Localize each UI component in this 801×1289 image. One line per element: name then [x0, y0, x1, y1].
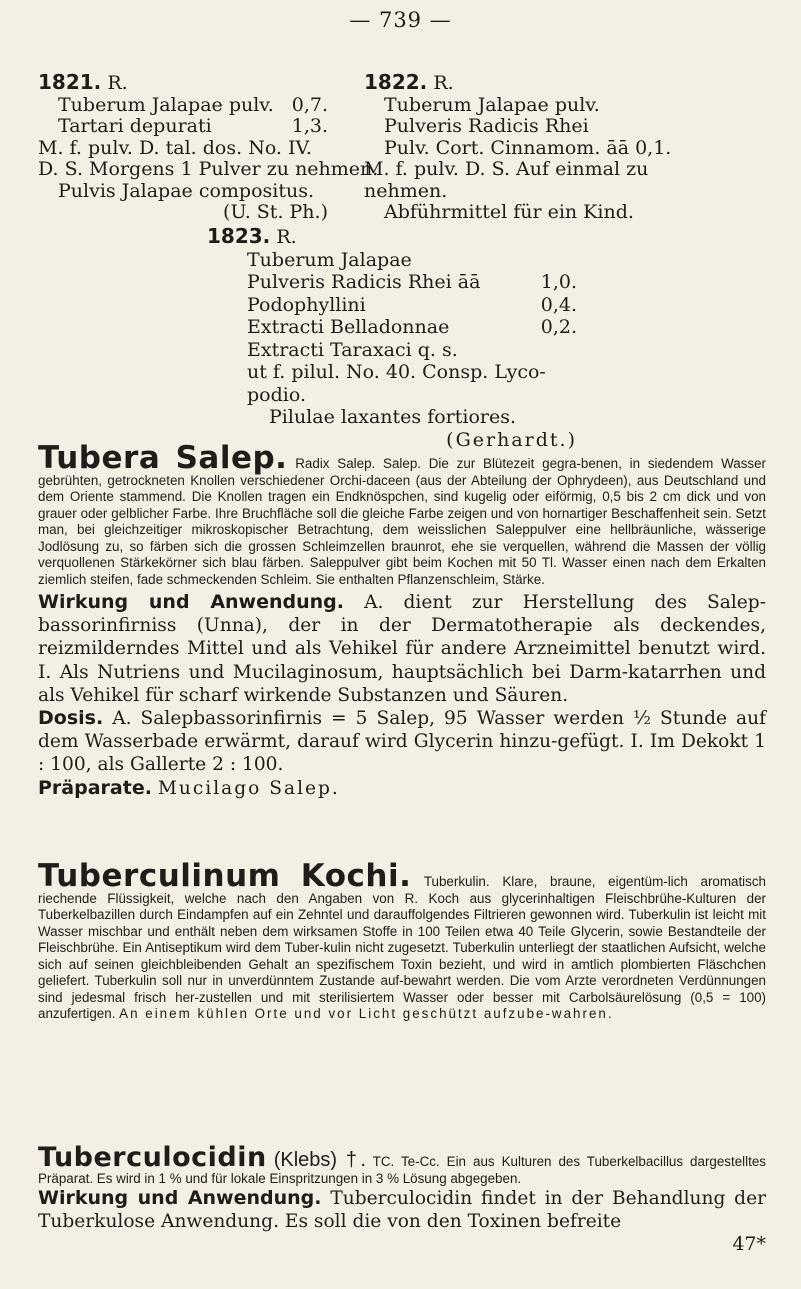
ingredient-name: Podophyllini	[247, 293, 366, 316]
ingredient-line: Pulveris Radicis Rhei	[384, 115, 589, 137]
ingredient-qty: 1,3.	[291, 115, 328, 137]
entry-tuberculinum	[38, 858, 766, 1023]
ingredient-qty: 0,2.	[540, 316, 577, 338]
ingredient-name: Tuberum Jalapae pulv.	[58, 93, 274, 116]
entry-tuberculocidin	[38, 1142, 766, 1256]
ingredient-qty: 0,7.	[291, 93, 328, 116]
section-text: Tuberculocidin findet in der Behandlung der Tuberkulose Anwendung. Es soll die von den Toxinen befreite	[38, 1188, 766, 1233]
recipe-instruction: M. f. pulv. D. tal. dos. No. IV.	[38, 136, 312, 159]
signature-mark: 47*	[732, 1233, 766, 1256]
recipe-instruction: nehmen.	[364, 179, 448, 202]
dosis-section	[38, 707, 766, 777]
ingredient-name: Tartari depurati	[58, 115, 212, 137]
recipe-number: 1822.	[364, 70, 428, 94]
ingredient-line	[38, 95, 328, 117]
ingredient-qty: 1,0.	[540, 271, 577, 293]
ingredient-line: Tuberum Jalapae	[247, 248, 412, 271]
recipe-rx: R.	[276, 226, 297, 248]
ingredient-line: Extracti Taraxaci q. s.	[247, 338, 458, 361]
storage-note: An einem kühlen Orte und vor Licht geschützt aufzube-wahren.	[119, 1006, 614, 1021]
entry-author: (Klebs) †.	[273, 1149, 366, 1171]
entry-description: Tuberkulin. Klare, braune, eigentüm-lich aromatisch riechende Flüssigkeit, welche nach den Angaben von R. Koch aus glycerinhaltigen Fleischbrühe-Kulturen der Tuberkelbazillen durch Eindampfen auf ein Zehntel und darauffolgendes Filtrieren gewonnen wird. Tuberkulin ist leicht mit Wasser mischbar und enthält neben dem wirksamen Stoffe in 100 Teilen etwa 40 Teile Glycerin, sowie Bestandteile der Fleischbrühe. Ein Antiseptikum wird dem Tuber-kulin nicht zugesetzt. Tuberkulin unterliegt der staatlichen Aufsicht, welche sich auf seinen gleichbleibenden Gehalt an spezifischem Toxin bezieht, und wird in amtlich plombierten Fläschchen geliefert. Tuberkulin soll nur in unverdünntem Zustande auf-bewahrt werden. Die vom Arzte verordneten Verdünnungen sind jedesmal frisch her-zustellen und mit sterilisiertem Wasser oder besser mit Carbolsäurelösung (0,5 = 100) anzufertigen.	[38, 874, 766, 1021]
section-title: Präparate.	[38, 776, 152, 799]
entry-salep	[38, 440, 766, 800]
recipe-source: (U. St. Ph.)	[223, 201, 328, 223]
recipe-instruction: ut f. pilul. No. 40. Consp. Lyco-	[247, 361, 546, 383]
section-text: A. Salepbassorinfirnis = 5 Salep, 95 Wasser werden ½ Stunde auf dem Wasserbade erwärmt, darauf wird Glycerin hinzu-gefügt. I. Im Dekokt 1 : 100, als Gallerte 2 : 100.	[38, 708, 766, 776]
ingredient-name: Extracti Belladonnae	[247, 316, 450, 338]
recipe-1821	[38, 70, 379, 224]
ingredient-line	[207, 294, 577, 317]
recipe-instruction: M. f. pulv. D. S. Auf einmal zu	[364, 158, 649, 180]
recipe-number: 1821.	[38, 70, 102, 94]
ingredient-line: Pulv. Cort. Cinnamom. āā 0,1.	[384, 136, 672, 159]
ingredient-line	[207, 316, 577, 339]
entry-description: TC. Te-Cc. Ein aus Kulturen des Tuberkelbacillus dargestelltes Präparat. Es wird in 1 % und für lokale Einspritzungen in 3 % Lösung abgegeben.	[38, 1154, 766, 1186]
recipe-1823	[207, 225, 617, 451]
recipe-number: 1823.	[207, 224, 271, 248]
entry-title: Tuberculocidin	[38, 1142, 267, 1173]
wirkung-section	[38, 591, 766, 707]
ingredient-line	[38, 116, 328, 138]
recipe-rx: R.	[433, 72, 454, 94]
section-text: A. dient zur Herstellung des Salep-bassorinfirniss (Unna), der in der Dermatotherapie als deckendes, reizmilderndes Mittel und als Vehikel für andere Arzneimittel benutzt wird. I. Als Nutriens und Mucilaginosum, hauptsächlich bei Darm-katarrhen und als Vehikel für scharf wirkende Substanzen und Säuren.	[38, 592, 766, 706]
recipe-1822	[364, 72, 764, 224]
recipe-instruction: D. S. Morgens 1 Pulver zu nehmen.	[38, 158, 379, 180]
section-title: Wirkung und Anwendung.	[38, 1187, 322, 1209]
ingredient-qty: 0,4.	[540, 293, 577, 316]
section-title: Wirkung und Anwendung.	[38, 591, 344, 613]
praeparate-section	[38, 777, 766, 800]
section-title: Dosis.	[38, 707, 104, 730]
recipe-name: Pulvis Jalapae compositus.	[58, 179, 315, 202]
entry-title: Tubera Salep.	[38, 440, 288, 476]
recipe-name: Pilulae laxantes fortiores.	[269, 406, 517, 428]
page-number: — 739 —	[349, 8, 452, 32]
recipe-name: Abführmittel für ein Kind.	[384, 201, 634, 223]
ingredient-line	[207, 271, 577, 294]
section-text: Mucilago Salep.	[157, 777, 340, 799]
ingredient-line: Tuberum Jalapae pulv.	[384, 93, 600, 116]
recipe-rx: R.	[107, 72, 128, 94]
wirkung-section	[38, 1187, 766, 1233]
recipe-source: (Gerhardt.)	[446, 428, 577, 451]
entry-description: Radix Salep. Salep. Die zur Blütezeit gegra-benen, in siedendem Wasser gebrühten, getrockneten Knollen verschiedener Orchi-daceen (aus der Abteilung der Ophrydeen), aus Deutschland und dem Oriente stammend. Die Knollen tragen ein Endknöspchen, sind kugelig oder eiförmig, 0,5 bis 2 cm dick und von grauer oder gelblicher Farbe. Ihre Bruchfläche soll die gleiche Farbe zeigen und von hornartiger Beschaffenheit sein. Setzt man, bei gleichzeitiger mikroskopischer Betrachtung, dem weisslichen Saleppulver eine hellbräunliche, wässerige Jodlösung zu, so färben sich die grossen Schleimzellen braunrot, ehe sie verquellen, während die Massen der völlig verquollenen Stärkekörner sich blau färben. Saleppulver gibt beim Kochen mit 50 Tl. Wasser einen nach dem Erkalten ziemlich steifen, fade schmeckenden Schleim. Sie enthalten Pflanzenschleim, Stärke.	[38, 456, 766, 587]
ingredient-name: Pulveris Radicis Rhei āā	[247, 271, 481, 293]
entry-title: Tuberculinum Kochi.	[38, 858, 412, 894]
recipe-instruction: podio.	[247, 383, 306, 406]
